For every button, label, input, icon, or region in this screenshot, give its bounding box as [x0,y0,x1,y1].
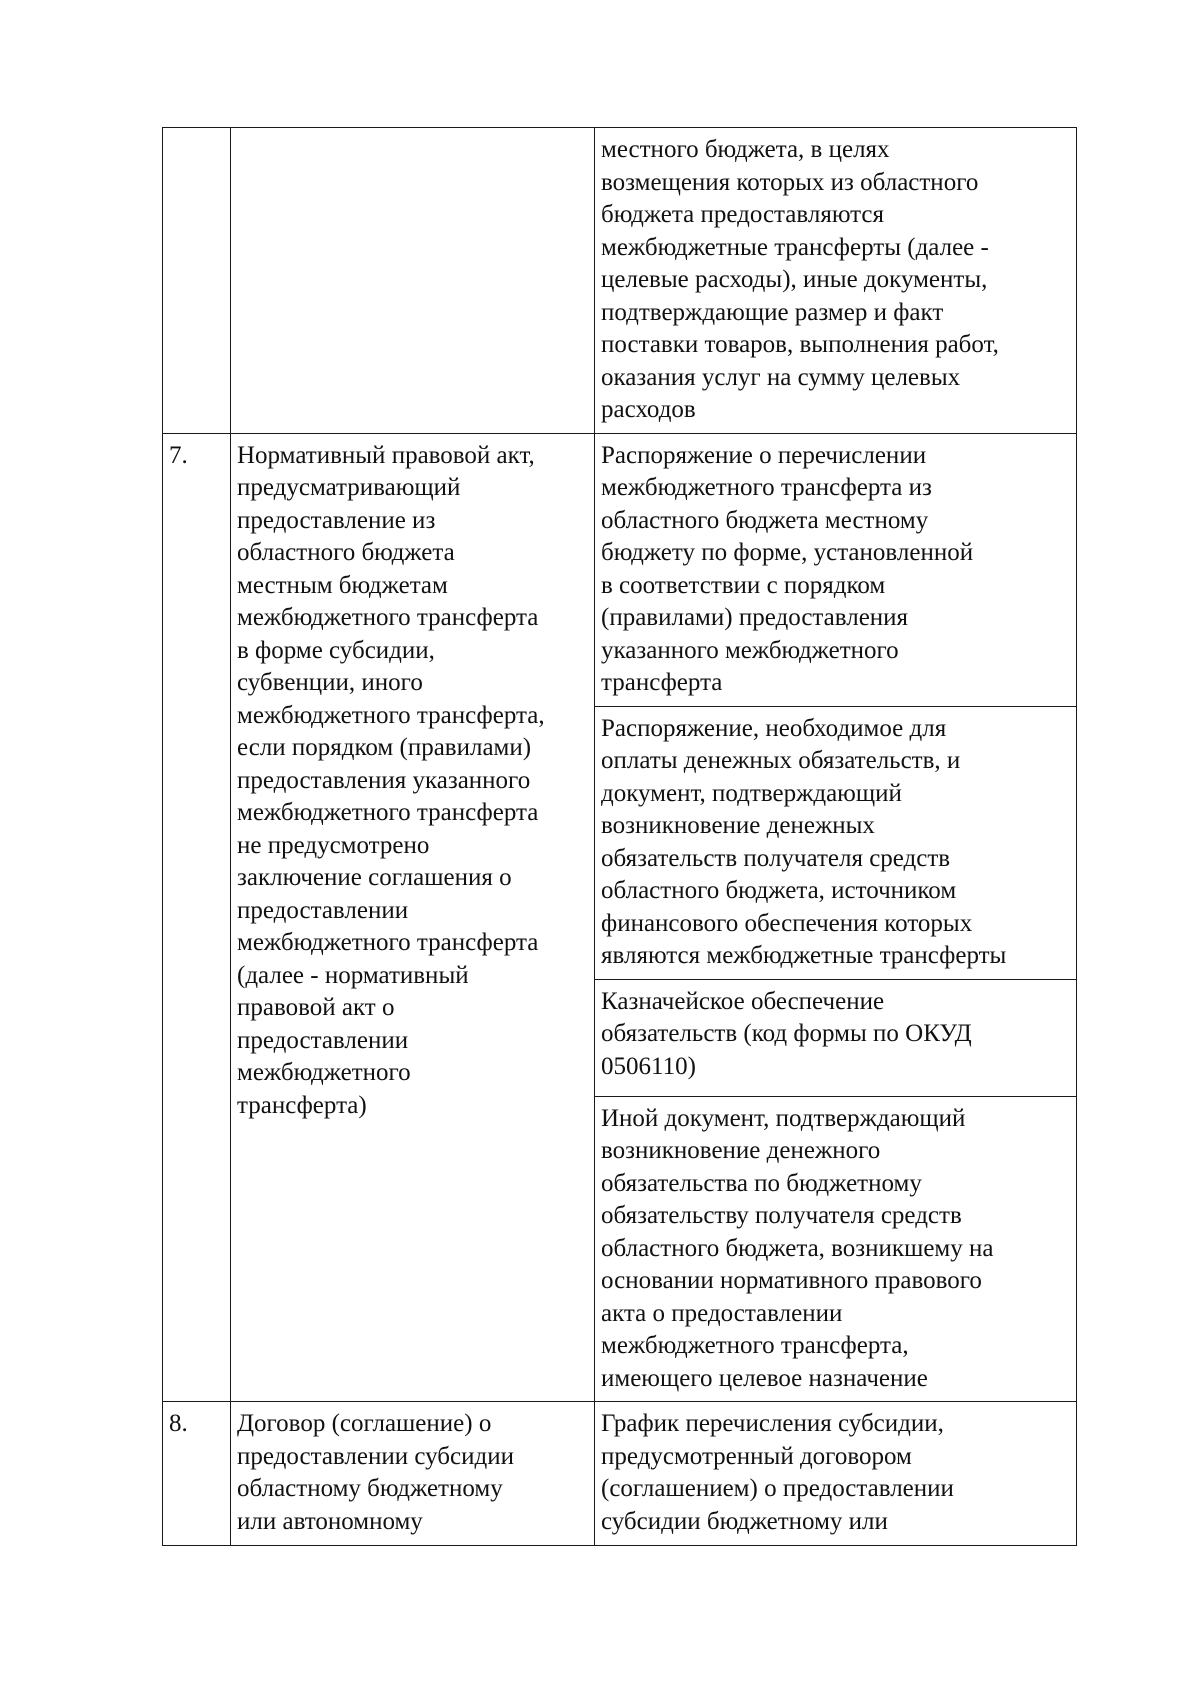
basis-cell [595,1096,1077,1402]
table-row [163,1402,1077,1546]
basis-text: Иной документ, подтверждающий возникновение денежного обязательства по бюджетному обязательству получателя средств областного бюджета, возникшему на основании нормативного правового акта о предоставлении межбюджетного трансферта, имеющего целевое назначение [601,1104,994,1392]
basis-cell [595,979,1077,1096]
table-row [163,128,1077,434]
row-number-cell [163,433,231,1402]
document-cell [231,1402,595,1546]
row-number: 8. [169,1410,188,1437]
table-row [163,433,1077,706]
basis-cell [595,706,1077,979]
document-text: Нормативный правовой акт, предусматривающий предоставление из областного бюджета местным бюджетам межбюджетного трансферта в форме субсидии, субвенции, иного межбюджетного трансферта, если порядком (правилами) предоставления указанного межбюджетного трансферта не предусмотрено заключение соглашения о предоставлении межбюджетного трансферта (далее - нормативный правовой акт о предоставлении межбюджетного трансферта) [237,441,545,1119]
document-cell [231,128,595,434]
basis-cell [595,1402,1077,1546]
basis-cell [595,433,1077,706]
basis-cell [595,128,1077,434]
row-number-cell [163,1402,231,1546]
document-text: Договор (соглашение) о предоставлении субсидии областному бюджетному или автономному [237,1410,514,1535]
basis-text: Распоряжение о перечислении межбюджетного трансферта из областного бюджета местному бюджету по форме, установленной в соответствии с порядком (правилами) предоставления указанного межбюджетного трансферта [601,441,974,696]
basis-text: Распоряжение, необходимое для оплаты денежных обязательств, и документ, подтверждающий возникновение денежных обязательств получателя средств областного бюджета, источником финансового обеспечения которых являются межбюджетные трансферты [601,714,1007,969]
budget-documents-table [162,127,1077,1546]
basis-text: Казначейское обеспечение обязательств (код формы по ОКУД 0506110) [601,987,972,1080]
basis-text: График перечисления субсидии, предусмотренный договором (соглашением) о предоставлении субсидии бюджетному или [601,1410,954,1535]
row-number: 7. [169,441,188,469]
row-number-cell [163,128,231,434]
document-cell [231,433,595,1402]
basis-text: местного бюджета, в целях возмещения которых из областного бюджета предоставляются межбюджетные трансферты (далее - целевые расходы), иные документы, подтверждающие размер и факт поставки товаров, выполнения работ, оказания услуг на сумму целевых расходов [601,136,999,423]
